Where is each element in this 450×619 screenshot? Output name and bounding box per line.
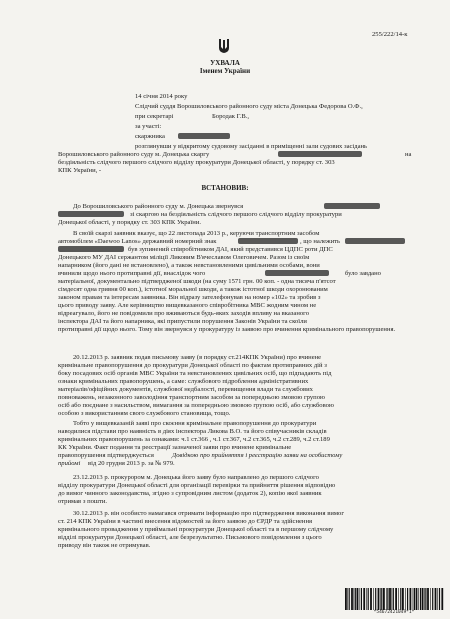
barcode-bar xyxy=(387,588,388,610)
body-line: КК України. Факт подання та реєстрації зазначеної заяви про вчинене кримінальне xyxy=(58,444,292,451)
body-line: наводилися підстави про наявність в діях інспектора Ликова В.О. та його співучасників складів xyxy=(58,428,327,435)
barcode-bar xyxy=(424,588,425,610)
redaction-mark xyxy=(58,211,124,217)
consider-line-4: КПК України, - xyxy=(58,167,102,174)
barcode-bar xyxy=(393,588,394,610)
body-line: інспектора ДАІ та його напарника, які припустили порушення Законів України та скоїли xyxy=(58,318,307,325)
redaction-mark xyxy=(58,246,124,252)
barcode-bar xyxy=(355,588,356,610)
body-line: відділі прокуратури Донецької області, але безрезультатно. Письмового повідомлення з цього xyxy=(58,534,322,541)
barcode-bar xyxy=(441,588,443,610)
barcode-bar xyxy=(380,588,381,610)
body-line: автомобілем «Daewoo Lanos» державний номерний знак xyxy=(58,238,217,245)
body-line: до вимог чинного законодавства, згідно з супровідним листом (додаток 2), копію якої заявник xyxy=(58,490,322,497)
body-line: В своїй скарзі заявник вказує, що 22 листопада 2013 р., керуючи транспортним засобом xyxy=(73,230,320,237)
body-line: особою з використанням свого службового становища, тощо. xyxy=(58,410,231,417)
body-line-italic: Довідкою про прийняття і реєстрацію заяви на особистому xyxy=(172,452,343,459)
body-line: 20.12.2013 р. заявник подав письмову заяву (в порядку ст.214КПК України) про вчинене xyxy=(73,354,322,361)
body-line: кримінальне правопорушення до прокуратури Донецької області по фактам протиправних дій з xyxy=(58,362,327,369)
barcode-bar xyxy=(349,588,350,610)
body-line: сімдесят одна гривня 00 коп.), істотної моральної шкоди, а також істотної шкоди охоронюваним xyxy=(58,286,328,293)
consider-line-2a: Ворошиловського районного суду м. Донецька скаргу xyxy=(58,151,210,158)
body-line: Донецького МУ ДАІ сержантом міліції Ликовим В'ячеславом Олеговичем. Разом із своїм xyxy=(58,254,310,261)
secretary-label: при секретарі xyxy=(135,113,174,120)
barcode-bar xyxy=(383,588,385,610)
barcode-bar xyxy=(413,588,414,610)
body-line: ст. 214 КПК України в частині внесення відомостей за його заявою до ЄРДР та здійснення xyxy=(58,518,313,525)
body-line: боку посадових осіб органів МВС України та невстановлених цивільних осіб, що підпадають під xyxy=(58,370,332,377)
document-title: УХВАЛА xyxy=(210,59,240,67)
complainant-label: скаржника xyxy=(135,133,165,140)
redaction-mark xyxy=(178,133,230,139)
barcode-bar xyxy=(386,588,387,610)
body-line: отримав з пошти. xyxy=(58,498,108,505)
barcode-icon xyxy=(344,588,444,610)
barcode-bar xyxy=(405,588,406,610)
body-line: було завдано xyxy=(345,270,381,277)
consider-line-2b: на xyxy=(405,151,412,158)
barcode-bar xyxy=(416,588,418,610)
judge-line: Слідчий суддя Ворошиловського районного суду міста Донецька Федорова О.Ф., xyxy=(135,103,363,110)
barcode-bar xyxy=(395,588,397,610)
redaction-mark xyxy=(324,203,380,209)
barcode-bar xyxy=(368,588,369,610)
body-line: Донецької області, у порядку ст. 303 КПК України. xyxy=(58,219,201,226)
barcode-bar xyxy=(389,588,391,610)
barcode-number: *54672421049*1* xyxy=(373,610,415,615)
body-line: правопорушення підтверджується xyxy=(58,452,154,459)
consider-line-3: бездіяльність слідчого першого слідчого відділу прокуратури Донецької області, у порядку ст. 303 xyxy=(58,159,335,166)
body-line: відділу прокуратури Донецької області для організації перевірки та прийняття рішення відповідно xyxy=(58,482,336,489)
barcode-bar xyxy=(347,588,348,610)
body-line: 23.12.2013 р. прокурором м. Донецька його заяву було направлено до першого слідчого xyxy=(73,474,319,481)
body-line: матеріалів/офіційних документів, службової недбалості, перевищення влади та службових xyxy=(58,386,313,393)
secretary-name: Бородак Г.В., xyxy=(212,113,250,120)
body-line: , що належить xyxy=(300,238,341,245)
barcode-bar xyxy=(435,588,437,610)
body-line: осіб або поєднане з насильством, вимагання за попередньою змовою групою осіб, або службовою xyxy=(58,402,334,409)
barcode-bar xyxy=(354,588,355,610)
body-line: напарником (його дані не встановлено), а також невстановленими цивільними особами, вони xyxy=(58,262,320,269)
body-line: 30.12.2013 р. він особисто намагався отримати інформацію про підтвердження виконання вимог xyxy=(73,510,345,517)
barcode-bar xyxy=(357,588,359,610)
barcode-bar xyxy=(422,588,424,610)
barcode-bar xyxy=(418,588,419,610)
barcode-bar xyxy=(425,588,426,610)
barcode-bar xyxy=(373,588,374,610)
participation-label: за участі: xyxy=(135,123,162,130)
barcode-bar xyxy=(430,588,431,610)
barcode-bar xyxy=(398,588,399,610)
redaction-mark xyxy=(345,238,405,244)
body-line: До Ворошиловського районного суду м. Донецька звернувся xyxy=(73,203,244,210)
barcode-bar xyxy=(378,588,380,610)
redaction-mark xyxy=(238,238,298,244)
barcode-bar xyxy=(375,588,376,610)
document-subtitle: Іменем України xyxy=(199,67,251,75)
body-line: кримінального провадження у приймальні прокуратури Донецької області та в першому слідчому xyxy=(58,526,334,533)
barcode-bar xyxy=(370,588,372,610)
body-line: зі скаргою на бездіяльність слідчого першого слідчого відділу прокуратури xyxy=(130,211,342,218)
barcode-bar xyxy=(381,588,382,610)
consider-line-1: розглянувши у відкритому судовому засіданні в приміщенні зали судових засідань xyxy=(135,143,368,150)
body-line: вчинили щодо нього протиправні дії, внаслідок чого xyxy=(58,270,206,277)
barcode-bar xyxy=(437,588,438,610)
ruling-date: 14 січня 2014 року xyxy=(135,93,188,100)
barcode-bar xyxy=(402,588,404,610)
barcode-bar xyxy=(345,588,347,610)
body-line: протиправні дії щодо нього. Тому він звернувся у прокуратуру із заявою про вчинення кримінального правопорушення. xyxy=(58,326,396,333)
barcode-bar xyxy=(366,588,367,610)
established-heading: ВСТАНОВИВ: xyxy=(201,184,249,192)
trident-emblem-icon xyxy=(218,38,230,54)
body-line-italic: прийомі xyxy=(58,460,81,467)
body-line: законом правам та інтересам заявника. Він відразу зателефонував на номер «102» та зробив з xyxy=(58,294,321,301)
body-line: кримінальних правопорушень за ознаками: ч.1 ст.366 , ч.1 ст.367, ч.2 ст.365, ч.2 ст.289, ч.2 ст.189 xyxy=(58,436,330,443)
body-line: від 20 грудня 2013 р. за № 979. xyxy=(88,460,175,467)
barcode-bar xyxy=(420,588,421,610)
body-line: Тобто у вищевказаній заяві про скоєння кримінальне правопорушення до прокуратури xyxy=(73,420,317,427)
barcode-bar xyxy=(439,588,440,610)
body-line: приводу він також не отримував. xyxy=(58,542,151,549)
body-line: матеріальної, документально підтвердженої шкоди (на суму 1571 грн. 00 коп. - одна тисяча п'ятсот xyxy=(58,278,336,285)
barcode-bar xyxy=(392,588,393,610)
barcode-bar xyxy=(361,588,362,610)
redaction-mark xyxy=(265,270,329,276)
barcode-bar xyxy=(359,588,360,610)
barcode-bar xyxy=(363,588,365,610)
barcode-bar xyxy=(351,588,353,610)
redaction-mark xyxy=(278,151,362,157)
barcode-bar xyxy=(400,588,401,610)
case-number: 255/222/14-к xyxy=(372,31,408,38)
barcode-bar xyxy=(407,588,408,610)
body-line: відреагувало, його не повідомили про вживаються будь-яких заходів впливу на вказаного xyxy=(58,310,309,317)
body-line: був зупинений співробітником ДАІ, який представився ЦДПС роти ДПС xyxy=(128,246,333,253)
barcode-bar xyxy=(410,588,412,610)
body-line: цього приводу заяву. Але керівництво вищевказаного співробітника МВС жодним чином не xyxy=(58,302,317,309)
barcode-bar xyxy=(432,588,433,610)
body-line: ознаки кримінальних правопорушень, а саме: службового підроблення адміністративних xyxy=(58,378,309,385)
body-line: повноважень, незаконного заволодіння транспортним засобом за попередньою змовою групою xyxy=(58,394,325,401)
barcode-bar xyxy=(427,588,429,610)
barcode-bar xyxy=(414,588,415,610)
